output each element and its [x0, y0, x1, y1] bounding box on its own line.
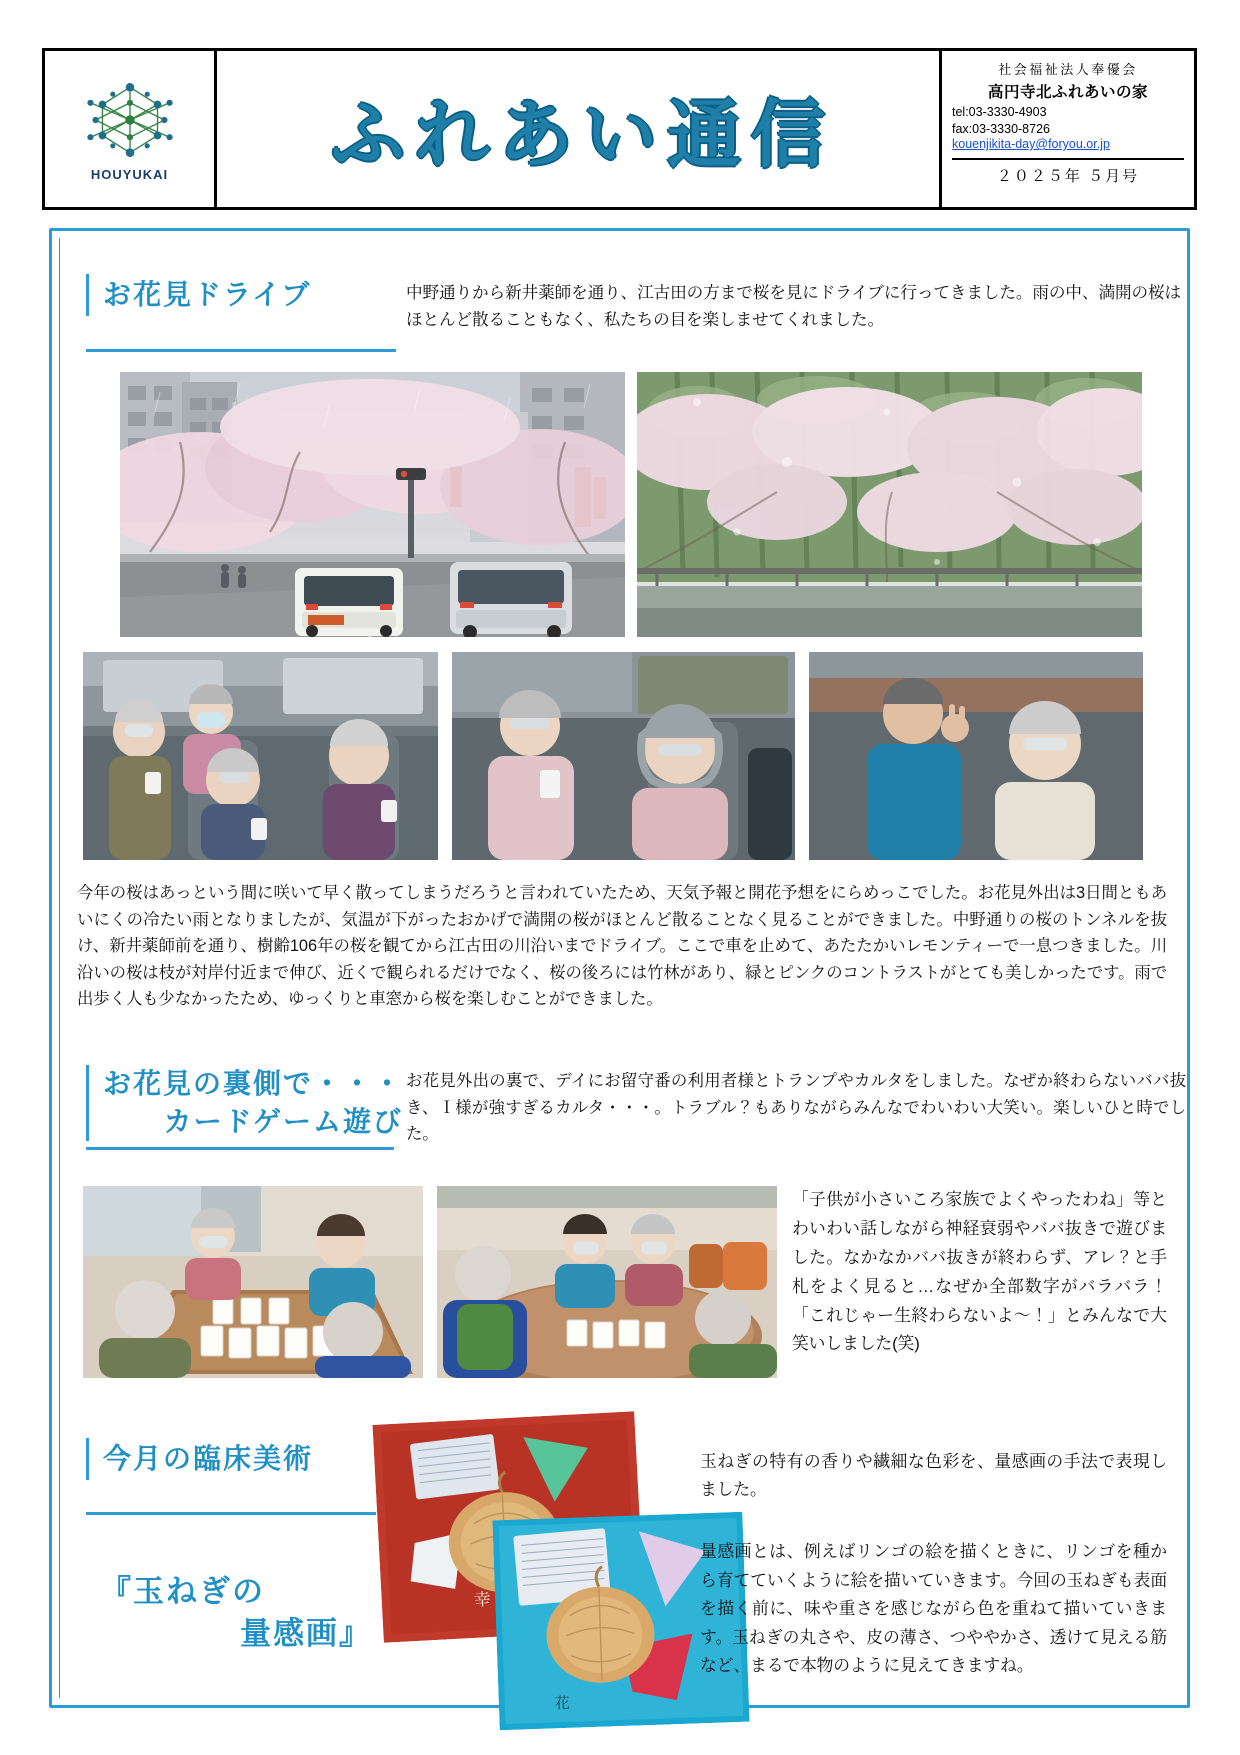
art-paragraph-1: 玉ねぎの特有の香りや繊細な色彩を、量感画の手法で表現しました。 — [700, 1452, 1167, 1499]
svg-text:花: 花 — [554, 1693, 571, 1713]
photo-sakura-street-image — [120, 372, 625, 637]
corporation-name: 社会福祉法人奉優会 — [998, 62, 1138, 77]
section-title-cardgame-line2: カードゲーム遊び — [163, 1105, 404, 1138]
heading-underline-art — [86, 1512, 376, 1515]
art-subtitle-line1: 『玉ねぎの — [100, 1574, 265, 1610]
photo-sakura-street — [120, 372, 625, 637]
section-heading-cardgame — [86, 1065, 403, 1141]
cardgame-lead-text: お花見外出の裏で、デイにお留守番の利用者様とトランプやカルタをしました。なぜか終わらないババ抜き、Ｉ様が強すぎるカルタ・・・。トラブル？もありながらみんなでわいわい大笑い。楽しいひと時でした。 — [406, 1072, 1186, 1144]
logo-text: HOUYUKAI — [90, 166, 169, 182]
photo-cardgame-1-image — [83, 1186, 423, 1378]
publisher-info — [942, 51, 1194, 207]
photo-staff-resident-image — [809, 652, 1143, 860]
hanami-lead-text: 中野通りから新井薬師を通り、江古田の方まで桜を見にドライブに行ってきました。雨の中、満開の桜はほとんど散ることもなく、私たちの目を楽しませてくれました。 — [406, 283, 1181, 329]
photo-invehicle-group-image — [83, 652, 438, 860]
photo-cardgame-1 — [83, 1186, 423, 1378]
vehicle-silver-van — [450, 562, 572, 637]
photo-riverside-sakura — [637, 372, 1142, 637]
art-subtitle-line2: 量感画』 — [240, 1615, 372, 1652]
masthead — [42, 48, 1197, 210]
photo-staff-resident — [809, 652, 1143, 860]
fax: fax:03-3330-8726 — [952, 122, 1050, 136]
facility-name: 高円寺北ふれあいの家 — [987, 84, 1148, 101]
cardgame-side-text: 「子供が小さいころ家族でよくやったわね」等とわいわい話しながら神経衰弱やババ抜きで遊びました。なかなかババ抜きが終わらず、アレ？と手札をよく見ると…なぜか全部数字がバラバラ！「これじゃー生終わらないよ～！」とみんなで大笑いしました(笑) — [792, 1190, 1167, 1354]
logo-block — [45, 51, 217, 207]
telephone: tel:03-3330-4903 — [952, 105, 1047, 119]
newsletter-title — [217, 51, 942, 207]
heading-underline-hanami — [86, 349, 396, 352]
email-link[interactable]: kouenjikita-day@foryou.or.jp — [952, 137, 1110, 151]
person — [109, 700, 171, 860]
issue-date: ２０２５年 ５月号 — [952, 158, 1184, 186]
photo-lemontea — [452, 652, 795, 860]
section-title-cardgame-line1: お花見の裏側で・・・ — [103, 1067, 404, 1101]
svg-text:幸: 幸 — [473, 1590, 492, 1611]
person — [323, 719, 395, 860]
vehicle-van — [295, 568, 403, 637]
photo-lemontea-image — [452, 652, 795, 860]
art-paragraph-2: 量感画とは、例えばリンゴの絵を描くときに、リンゴを種から育てていくように絵を描いていきます。今回の玉ねぎも表面を描く前に、味や重さを感じながら色を重ねて描いていきます。玉ねぎの丸さや、皮の薄さ、つややかさ、透けて見える筋など、まるで本物のように見えてきますね。 — [700, 1542, 1167, 1676]
section-heading-art — [86, 1438, 313, 1480]
photo-invehicle-group — [83, 652, 438, 860]
hanami-body-text: 今年の桜はあっという間に咲いて早く散ってしまうだろうと言われていたため、天気予報と開花予想をにらめっこでした。お花見外出は3日間ともあいにくの冷たい雨となりましたが、気温が下がったおかげで満開の桜がほとんど散ることなく見ることができました。中野通りの桜のトンネルを抜け、新井薬師前を通り、樹齢106年の桜を観てから江古田の川沿いまでドライブ。ここで車を止めて、あたたかいレモンティーで一息つきました。川沿いの桜は枝が対岸付近まで伸び、近くで観られるだけでなく、桜の後ろには竹林があり、緑とピンクのコントラストがとても美しかったです。雨で出歩く人も少なかったため、ゆっくりと車窓から桜を楽しむことができました。 — [77, 884, 1167, 1009]
section-title-art: 今月の臨床美術 — [103, 1442, 314, 1476]
heading-accent-bar — [86, 1438, 89, 1480]
heading-accent-bar — [86, 274, 89, 316]
section-heading-hanami — [86, 274, 311, 316]
photo-cardgame-2 — [437, 1186, 777, 1378]
heading-underline-cardgame — [86, 1147, 394, 1150]
heading-accent-bar — [86, 1065, 89, 1141]
photo-riverside-sakura-image — [637, 372, 1142, 637]
section-title-hanami: お花見ドライブ — [103, 278, 312, 312]
photo-cardgame-2-image — [437, 1186, 777, 1378]
art-subtitle — [100, 1572, 400, 1656]
newsletter-title-text: ふれあい通信 — [331, 92, 835, 178]
network-logo-icon — [78, 77, 182, 163]
